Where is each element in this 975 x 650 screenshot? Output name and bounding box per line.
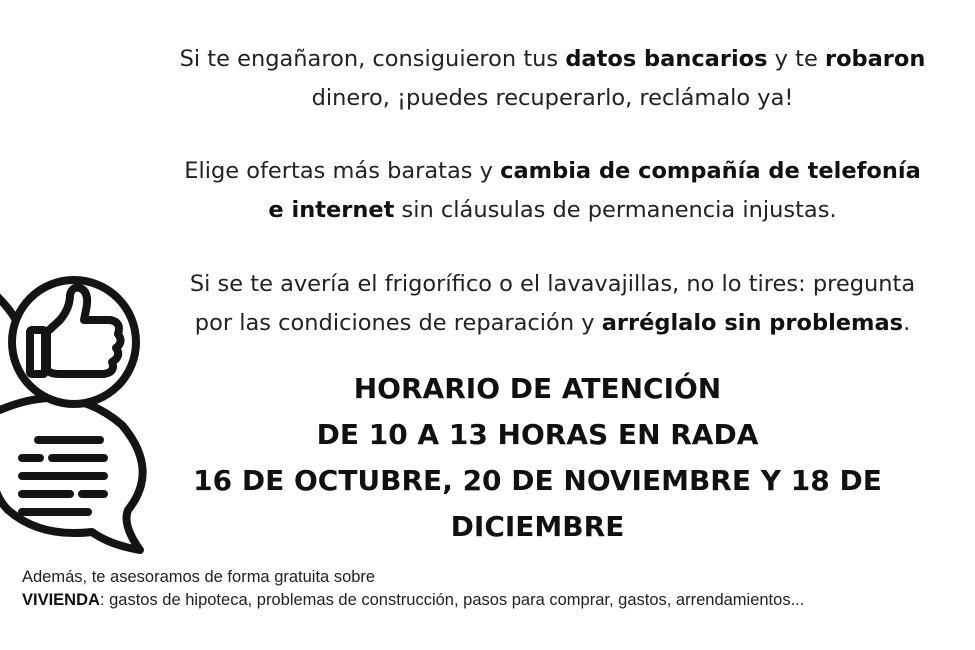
paragraph-line: [130, 304, 975, 343]
schedule-line: HORARIO DE ATENCIÓN: [353, 372, 722, 405]
paragraph-telecom: [130, 152, 975, 230]
text: Elige ofertas más baratas y: [184, 158, 501, 184]
text: y te: [767, 46, 825, 72]
footer-topic-text: : gastos de hipoteca, problemas de construcción, pasos para comprar, gastos, arrendamientos...: [99, 591, 805, 609]
footer-topic: VIVIENDA: [22, 591, 100, 609]
emphasis-internet: e internet: [268, 197, 395, 223]
schedule-line: 16 DE OCTUBRE, 20 DE NOVIEMBRE Y 18 DE: [193, 464, 882, 497]
schedule-line: DE 10 A 13 HORAS EN RADA: [316, 418, 759, 451]
footer-intro: Además, te asesoramos de forma gratuita sobre: [22, 568, 376, 586]
emphasis-change-provider: cambia de compañía de telefonía: [500, 158, 921, 184]
thumbs-up-icon: [12, 280, 136, 404]
emphasis-fix: arréglalo sin problemas: [601, 310, 904, 336]
schedule-line: DICIEMBRE: [450, 510, 625, 543]
text: sin cláusulas de permanencia injustas.: [394, 197, 837, 223]
paragraph-line: Si se te avería el frigorífico o el lavavajillas, no lo tires: pregunta: [189, 271, 916, 297]
footer-housing: [22, 589, 952, 612]
text: por las condiciones de reparación y: [194, 310, 602, 336]
paragraph-line: [130, 191, 975, 230]
paragraph-line: dinero, ¡puedes recuperarlo, reclámalo ya!: [311, 85, 794, 111]
text: .: [903, 310, 911, 336]
paragraph-repair: [130, 265, 975, 343]
paragraph-line: [130, 152, 975, 191]
footer-text: [22, 566, 952, 612]
schedule-heading: [150, 366, 925, 550]
text: Si te engañaron, consiguieron tus: [179, 46, 566, 72]
paragraph-line: [130, 40, 975, 79]
emphasis-stole: robaron: [824, 46, 926, 72]
emphasis-bank-data: datos bancarios: [565, 46, 768, 72]
paragraph-bank-fraud: [130, 40, 975, 118]
